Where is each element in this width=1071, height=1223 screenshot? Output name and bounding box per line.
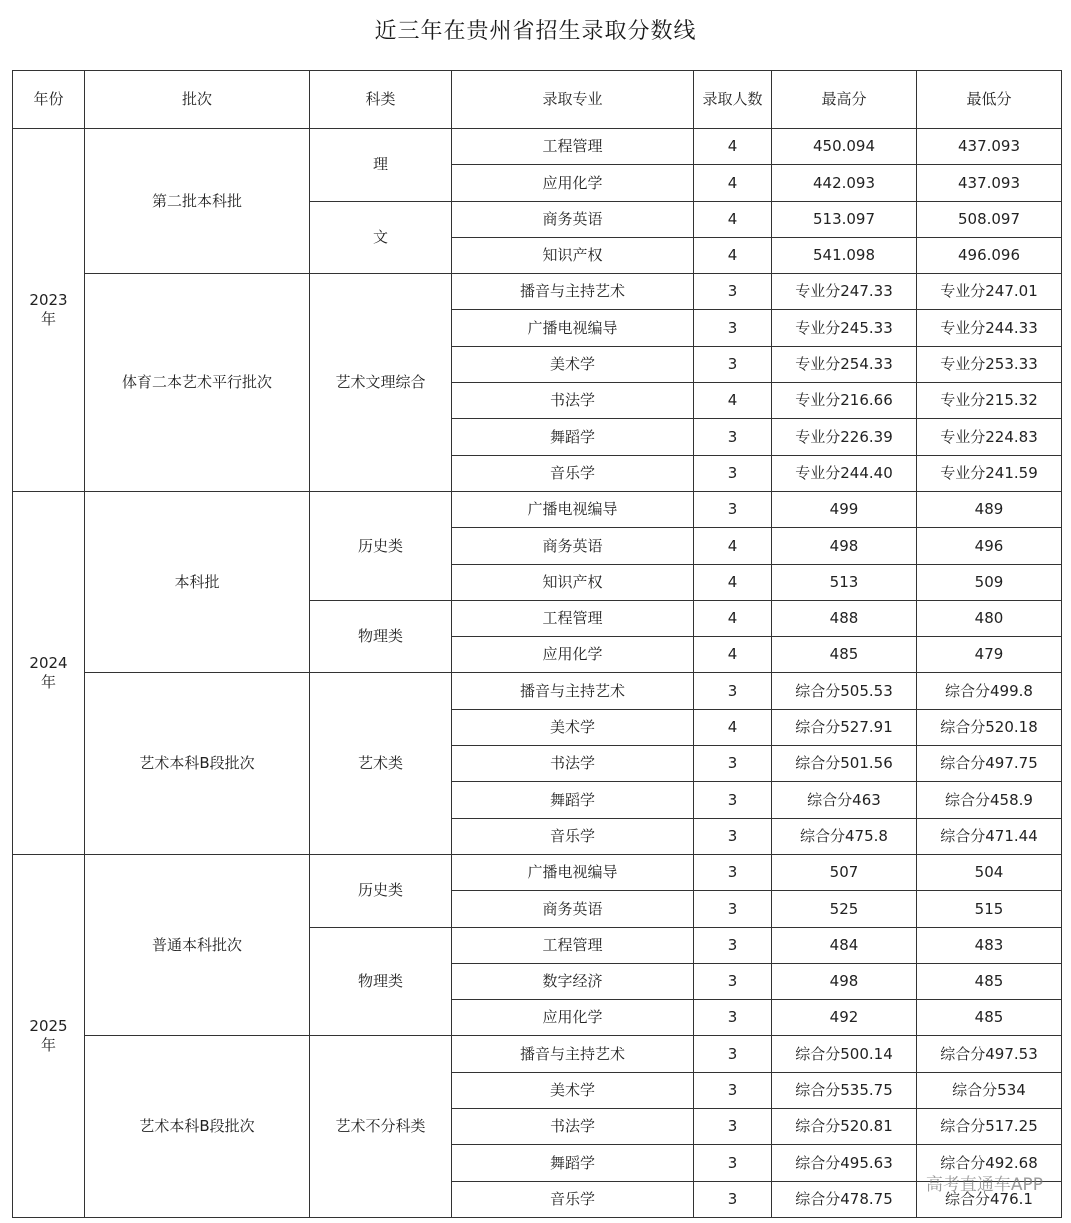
count-cell: 3: [694, 1109, 772, 1145]
count-cell: 4: [694, 237, 772, 273]
year-cell: 2024 年: [13, 491, 85, 854]
min-score-cell: 综合分476.1: [917, 1181, 1062, 1217]
major-cell: 美术学: [452, 1072, 694, 1108]
min-score-cell: 479: [917, 637, 1062, 673]
major-cell: 音乐学: [452, 1181, 694, 1217]
table-row: [13, 129, 1062, 165]
min-score-cell: 483: [917, 927, 1062, 963]
year-cell: 2025 年: [13, 854, 85, 1217]
max-score-cell: 484: [772, 927, 917, 963]
category-cell: 历史类: [310, 491, 452, 600]
major-cell: 商务英语: [452, 891, 694, 927]
header-category: 科类: [310, 71, 452, 129]
major-cell: 舞蹈学: [452, 419, 694, 455]
table-row: [13, 854, 1062, 890]
major-cell: 商务英语: [452, 528, 694, 564]
count-cell: 3: [694, 854, 772, 890]
table-body: [13, 129, 1062, 1218]
header-min-score: 最低分: [917, 71, 1062, 129]
count-cell: 3: [694, 1145, 772, 1181]
min-score-cell: 437.093: [917, 165, 1062, 201]
count-cell: 4: [694, 637, 772, 673]
min-score-cell: 综合分497.53: [917, 1036, 1062, 1072]
count-cell: 3: [694, 419, 772, 455]
min-score-cell: 专业分253.33: [917, 346, 1062, 382]
max-score-cell: 专业分244.40: [772, 455, 917, 491]
count-cell: 3: [694, 1072, 772, 1108]
max-score-cell: 498: [772, 963, 917, 999]
min-score-cell: 480: [917, 600, 1062, 636]
max-score-cell: 442.093: [772, 165, 917, 201]
max-score-cell: 485: [772, 637, 917, 673]
max-score-cell: 488: [772, 600, 917, 636]
min-score-cell: 485: [917, 963, 1062, 999]
watermark: 高考直通车APP: [925, 1175, 1043, 1195]
major-cell: 广播电视编导: [452, 854, 694, 890]
count-cell: 3: [694, 1036, 772, 1072]
max-score-cell: 541.098: [772, 237, 917, 273]
major-cell: 知识产权: [452, 564, 694, 600]
count-cell: 4: [694, 129, 772, 165]
min-score-cell: 综合分458.9: [917, 782, 1062, 818]
count-cell: 4: [694, 201, 772, 237]
max-score-cell: 专业分247.33: [772, 274, 917, 310]
min-score-cell: 515: [917, 891, 1062, 927]
admission-score-table: [12, 70, 1062, 1218]
year-cell: 2023 年: [13, 129, 85, 492]
major-cell: 工程管理: [452, 600, 694, 636]
min-score-cell: 综合分499.8: [917, 673, 1062, 709]
header-batch: 批次: [85, 71, 310, 129]
major-cell: 应用化学: [452, 1000, 694, 1036]
category-cell: 理: [310, 129, 452, 202]
table-row: [13, 491, 1062, 527]
count-cell: 3: [694, 491, 772, 527]
count-cell: 3: [694, 1000, 772, 1036]
max-score-cell: 525: [772, 891, 917, 927]
category-cell: 物理类: [310, 927, 452, 1036]
category-cell: 艺术不分科类: [310, 1036, 452, 1217]
max-score-cell: 专业分216.66: [772, 383, 917, 419]
category-cell: 文: [310, 201, 452, 274]
max-score-cell: 513: [772, 564, 917, 600]
min-score-cell: 496: [917, 528, 1062, 564]
min-score-cell: 综合分534: [917, 1072, 1062, 1108]
count-cell: 3: [694, 818, 772, 854]
major-cell: 广播电视编导: [452, 491, 694, 527]
max-score-cell: 492: [772, 1000, 917, 1036]
page-title: 近三年在贵州省招生录取分数线: [374, 19, 697, 44]
max-score-cell: 综合分527.91: [772, 709, 917, 745]
major-cell: 数字经济: [452, 963, 694, 999]
major-cell: 应用化学: [452, 165, 694, 201]
count-cell: 4: [694, 709, 772, 745]
min-score-cell: 专业分244.33: [917, 310, 1062, 346]
batch-cell: 本科批: [85, 491, 310, 672]
count-cell: 3: [694, 1181, 772, 1217]
header-count: 录取人数: [694, 71, 772, 129]
count-cell: 3: [694, 782, 772, 818]
min-score-cell: 专业分247.01: [917, 274, 1062, 310]
major-cell: 美术学: [452, 709, 694, 745]
major-cell: 广播电视编导: [452, 310, 694, 346]
count-cell: 3: [694, 455, 772, 491]
min-score-cell: 专业分215.32: [917, 383, 1062, 419]
major-cell: 应用化学: [452, 637, 694, 673]
min-score-cell: 专业分224.83: [917, 419, 1062, 455]
major-cell: 工程管理: [452, 129, 694, 165]
count-cell: 4: [694, 528, 772, 564]
major-cell: 播音与主持艺术: [452, 1036, 694, 1072]
max-score-cell: 513.097: [772, 201, 917, 237]
major-cell: 音乐学: [452, 818, 694, 854]
min-score-cell: 综合分517.25: [917, 1109, 1062, 1145]
category-cell: 艺术文理综合: [310, 274, 452, 492]
major-cell: 舞蹈学: [452, 782, 694, 818]
major-cell: 书法学: [452, 1109, 694, 1145]
table-row: [13, 274, 1062, 310]
max-score-cell: 专业分254.33: [772, 346, 917, 382]
header-max-score: 最高分: [772, 71, 917, 129]
major-cell: 工程管理: [452, 927, 694, 963]
table-row: [13, 1036, 1062, 1072]
major-cell: 商务英语: [452, 201, 694, 237]
max-score-cell: 专业分226.39: [772, 419, 917, 455]
count-cell: 3: [694, 274, 772, 310]
min-score-cell: 509: [917, 564, 1062, 600]
major-cell: 书法学: [452, 746, 694, 782]
category-cell: 物理类: [310, 600, 452, 673]
max-score-cell: 507: [772, 854, 917, 890]
min-score-cell: 504: [917, 854, 1062, 890]
max-score-cell: 综合分463: [772, 782, 917, 818]
min-score-cell: 综合分497.75: [917, 746, 1062, 782]
max-score-cell: 综合分520.81: [772, 1109, 917, 1145]
min-score-cell: 综合分471.44: [917, 818, 1062, 854]
category-cell: 艺术类: [310, 673, 452, 854]
min-score-cell: 437.093: [917, 129, 1062, 165]
count-cell: 4: [694, 165, 772, 201]
header-major: 录取专业: [452, 71, 694, 129]
major-cell: 知识产权: [452, 237, 694, 273]
major-cell: 音乐学: [452, 455, 694, 491]
max-score-cell: 综合分505.53: [772, 673, 917, 709]
batch-cell: 体育二本艺术平行批次: [85, 274, 310, 492]
max-score-cell: 专业分245.33: [772, 310, 917, 346]
count-cell: 3: [694, 891, 772, 927]
major-cell: 播音与主持艺术: [452, 274, 694, 310]
count-cell: 4: [694, 600, 772, 636]
min-score-cell: 496.096: [917, 237, 1062, 273]
table-row: [13, 673, 1062, 709]
count-cell: 3: [694, 346, 772, 382]
count-cell: 3: [694, 673, 772, 709]
major-cell: 书法学: [452, 383, 694, 419]
max-score-cell: 综合分478.75: [772, 1181, 917, 1217]
major-cell: 播音与主持艺术: [452, 673, 694, 709]
batch-cell: 艺术本科B段批次: [85, 1036, 310, 1217]
max-score-cell: 499: [772, 491, 917, 527]
min-score-cell: 485: [917, 1000, 1062, 1036]
table-header-row: [13, 71, 1062, 129]
batch-cell: 普通本科批次: [85, 854, 310, 1035]
count-cell: 3: [694, 746, 772, 782]
header-year: 年份: [13, 71, 85, 129]
count-cell: 4: [694, 383, 772, 419]
major-cell: 舞蹈学: [452, 1145, 694, 1181]
batch-cell: 艺术本科B段批次: [85, 673, 310, 854]
count-cell: 3: [694, 310, 772, 346]
max-score-cell: 498: [772, 528, 917, 564]
max-score-cell: 450.094: [772, 129, 917, 165]
max-score-cell: 综合分535.75: [772, 1072, 917, 1108]
min-score-cell: 508.097: [917, 201, 1062, 237]
min-score-cell: 489: [917, 491, 1062, 527]
count-cell: 3: [694, 963, 772, 999]
min-score-cell: 综合分520.18: [917, 709, 1062, 745]
count-cell: 3: [694, 927, 772, 963]
min-score-cell: 专业分241.59: [917, 455, 1062, 491]
category-cell: 历史类: [310, 854, 452, 927]
batch-cell: 第二批本科批: [85, 129, 310, 274]
count-cell: 4: [694, 564, 772, 600]
max-score-cell: 综合分475.8: [772, 818, 917, 854]
max-score-cell: 综合分501.56: [772, 746, 917, 782]
max-score-cell: 综合分495.63: [772, 1145, 917, 1181]
min-score-cell: 综合分492.68: [917, 1145, 1062, 1181]
major-cell: 美术学: [452, 346, 694, 382]
max-score-cell: 综合分500.14: [772, 1036, 917, 1072]
